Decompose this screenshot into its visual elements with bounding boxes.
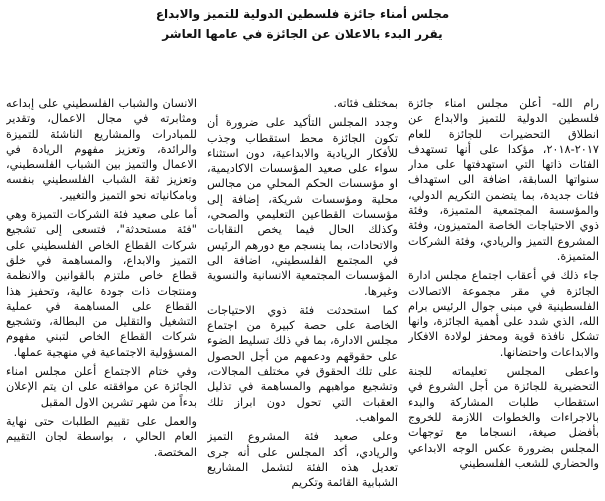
paragraph: والعمل على تقييم الطلبات حتى نهاية العام الحالي ، بواسطة لجان التقييم المختصة.	[6, 414, 197, 459]
paragraph: الانسان والشباب الفلسطيني على إبداعه ومثابرته في مجال الاعمال، وتقدير للمبادرات والمشاريع الناشئة للتميزة والرائدة، وتعزيز مفهوم الريادة في الاعمال والتميز بين الشباب الفلسطيني، وتعزيز ثقة الشباب الفلسطيني بنفسه وبامكانياته نحو التميز والتغيير.	[6, 97, 197, 202]
article-columns	[6, 96, 599, 499]
paragraph: وعلى صعيد فئة المشروع التميز والريادي، أكد المجلس على أنه جرى تعديل هذه الفئة لتشمل المشاريع الشبابية القائمة وتكريم	[207, 430, 398, 490]
paragraph: وجدد المجلس التأكيد على ضرورة أن تكون الجائزة محط استقطاب وجذب للأفكار الريادية والابداعية، دون استثناء سواء على صعيد المؤسسات الاكاديمية، او مؤسسات الحكم المحلي من مجالس محلية ومؤسسات شريكة، إضافة إلى مؤسسات القطاعين التعليمي والصحي، وكذلك الحال فيما يخص النقابات والاتحادات، بما ينسجم مع دورهم الرئيس في المجتمع الفلسطيني، اضافة الى المؤسسات المجتمعية الانسانية والنسوية وغيرها.	[207, 116, 398, 298]
paragraph: واعطى المجلس تعليماته للجنة التحضيرية للجائزة من أجل الشروع في استقطاب طلبات المشاركة والبدء بالاجراءات والخطوات اللازمة للخروج بأفضل صيغة، انسجاما مع توجهات المجلس بضرورة عكس الوجه الابداعي والحضاري للشعب الفلسطيني	[408, 365, 599, 470]
paragraph: أما على صعيد فئة الشركات التميزة وهي "فئة مستحدثة"، فتسعى إلى تشجيع شركات القطاع الخاص الفلسطيني على التميز والابداع، والمساهمة في خلق قطاع خاص ملتزم بالقوانين والانظمة ومنتجات ذات جودة عالية، وتحفيز هذا القطاع على المساهمة في عملية التشغيل والتقليل من البطالة، وتشجيع شركات القطاع الخاص لتبني مفهوم المسؤولية الاجتماعية في منهجية عملها.	[6, 208, 197, 359]
article-column-2	[207, 96, 398, 499]
paragraph: بمختلف فئاته.	[333, 97, 398, 110]
paragraph: جاء ذلك في أعقاب اجتماع مجلس ادارة الجائزة في مقر مجموعة الاتصالات الفلسطينية في مبنى جوال الرئيس برام الله، الذي شدد على أهمية الجائزة، وانها تشكل نافذة قوية ومحفز لولادة الافكار والابداعات واحتضانها.	[408, 269, 599, 359]
article-column-1	[408, 96, 599, 499]
headline-line-1: مجلس أمناء جائزة فلسطين الدولية للتميز والابداع	[155, 7, 450, 21]
paragraph: كما استحدثت فئة ذوي الاحتياجات الخاصة على حصة كبيرة من اجتماع مجلس الادارة، بما في ذلك تسليط الضوء على حقوقهم ودعمهم من أجل الحصول على تلك الحقوق في مختلف المجالات، وتشجيع مواهبهم والمساهمة في تذليل العقبات التي تحول دون ابراز تلك المواهب.	[207, 303, 398, 424]
paragraph: رام الله- أعلن مجلس امناء جائزة فلسطين الدولية للتميز والابداع عن انطلاق التحضيرات للجائزة للعام ٢٠١٧-٢٠١٨، مؤكدا على أنها تستهدف الفئات ذاتها التي استهدفتها على مدار سنواتها السابقة، اضافة الى استهداف فئات جديدة، بما يتضمن التكريم الدولي، والمؤسسة المجتمعية المتميزة، وفئة ذوي الاحتياجات الخاصة المتميزون، وفئة المشروع التميز والريادي، وفئة الشركات المتميزة.	[408, 97, 599, 263]
article-column-3	[6, 96, 197, 499]
headline-line-2: يقرر البدء بالاعلان عن الجائزة في عامها العاشر	[162, 26, 443, 41]
paragraph: وفي ختام الاجتماع أعلن مجلس امناء الجائزة عن موافقته على ان يتم الإعلان بدءاً من شهر تشرين الاول المقبل	[6, 365, 197, 409]
